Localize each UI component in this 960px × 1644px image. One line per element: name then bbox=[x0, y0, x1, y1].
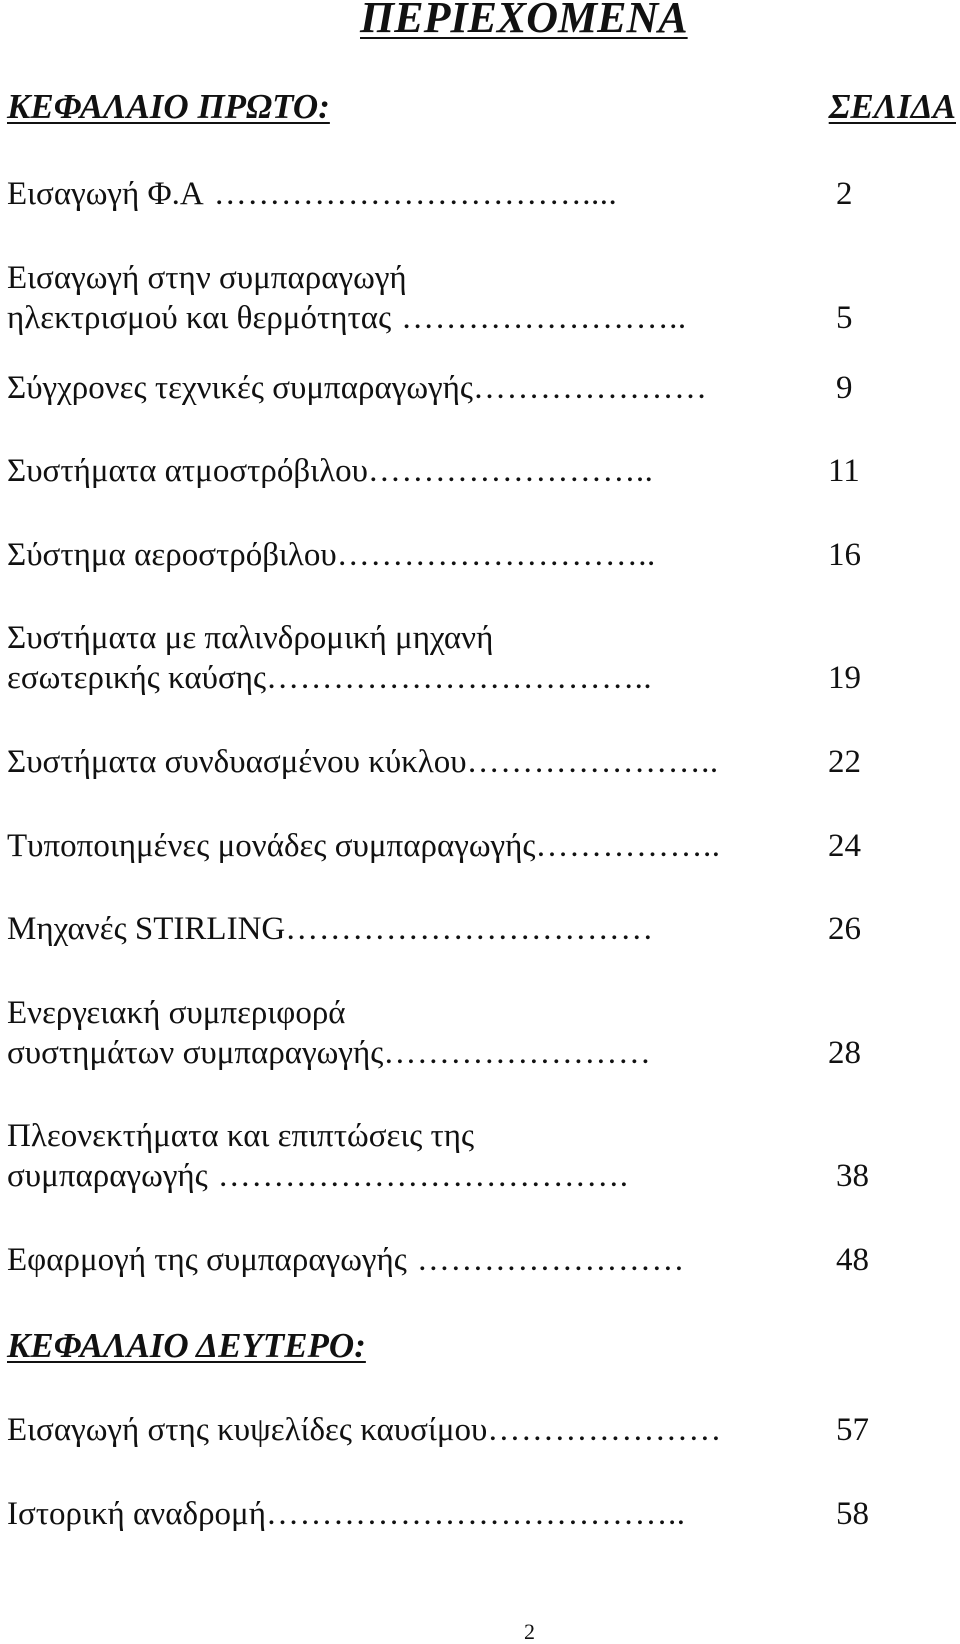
toc-entry-title: Εισαγωγή Φ.Α bbox=[7, 176, 204, 212]
toc-entry-12-page: 48 bbox=[836, 1242, 869, 1278]
chapter-heading-first: ΚΕΦΑΛΑΙΟ ΠΡΩΤΟ: bbox=[7, 87, 330, 126]
dot-leader: …………………….. bbox=[367, 453, 654, 489]
toc-entry-title-cont: συμπαραγωγής bbox=[7, 1158, 208, 1194]
toc-entry-title: Συστήματα συνδυασμένου κύκλου bbox=[7, 744, 467, 780]
toc-entry-3[interactable] bbox=[7, 368, 707, 408]
dot-leader: ………………….. bbox=[466, 744, 719, 780]
toc-entry-title: Εισαγωγή στης κυψελίδες καυσίμου bbox=[7, 1412, 488, 1448]
toc-entry-title: Συστήματα με παλινδρομική μηχανή bbox=[7, 620, 494, 656]
toc-entry-2[interactable] bbox=[7, 258, 687, 338]
toc-entry-title: Συστήματα ατμοστρόβιλου bbox=[7, 453, 368, 489]
toc-entry-title-cont: συστημάτων συμπαραγωγής bbox=[7, 1035, 384, 1071]
toc-entry-title-cont: ηλεκτρισμού και θερμότητας bbox=[7, 300, 392, 336]
toc-entry-10[interactable] bbox=[7, 993, 651, 1073]
toc-entry-8-page: 24 bbox=[828, 828, 861, 864]
toc-entry-title-cont: εσωτερικής καύσης bbox=[7, 660, 267, 696]
toc-entry-6-page: 19 bbox=[828, 660, 861, 696]
toc-entry-8[interactable] bbox=[7, 826, 720, 866]
toc-entry-7-page: 22 bbox=[828, 744, 861, 780]
toc-entry-title: Σύγχρονες τεχνικές συμπαραγωγής bbox=[7, 370, 473, 406]
page-title: ΠΕΡΙΕΧΟΜΕΝΑ bbox=[360, 0, 688, 42]
dot-leader: ………………… bbox=[487, 1412, 722, 1448]
toc-entry-title: Σύστημα αεροστρόβιλου bbox=[7, 537, 337, 573]
dot-leader: …………….. bbox=[535, 828, 721, 864]
toc-entry-10-page: 28 bbox=[828, 1035, 861, 1071]
toc-entry-title: Εισαγωγή στην συμπαραγωγή bbox=[7, 260, 407, 296]
toc-entry-13[interactable] bbox=[7, 1410, 722, 1450]
dot-leader: …………………………….. bbox=[266, 660, 653, 696]
footer-page-number: 2 bbox=[524, 1619, 535, 1644]
toc-entry-14-page: 58 bbox=[836, 1496, 869, 1532]
toc-entry-12[interactable] bbox=[7, 1240, 685, 1280]
toc-entry-title: Πλεονεκτήματα και επιπτώσεις της bbox=[7, 1118, 475, 1154]
toc-entry-4-page: 11 bbox=[828, 453, 860, 489]
toc-entry-11-page: 38 bbox=[836, 1158, 869, 1194]
toc-entry-title: Εφαρμογή της συμπαραγωγής bbox=[7, 1242, 407, 1278]
dot-leader: …………………………….... bbox=[213, 176, 618, 212]
chapter-heading-second: ΚΕΦΑΛΑΙΟ ΔΕΥΤΕΡΟ: bbox=[7, 1326, 366, 1365]
toc-entry-14[interactable] bbox=[7, 1494, 686, 1534]
toc-entry-7[interactable] bbox=[7, 742, 719, 782]
dot-leader: ………………………………. bbox=[217, 1158, 629, 1194]
dot-leader: …………………………… bbox=[285, 911, 654, 947]
toc-entry-9[interactable] bbox=[7, 909, 654, 949]
page-column-header: ΣΕΛΙΔΑ bbox=[828, 87, 956, 126]
toc-entry-5-page: 16 bbox=[828, 537, 861, 573]
toc-entry-title: Μηχανές STIRLING bbox=[7, 911, 286, 947]
toc-entry-13-page: 57 bbox=[836, 1412, 869, 1448]
toc-entry-title: Ιστορική αναδρομή bbox=[7, 1496, 266, 1532]
toc-entry-4[interactable] bbox=[7, 451, 653, 491]
toc-entry-5[interactable] bbox=[7, 535, 656, 575]
toc-entry-9-page: 26 bbox=[828, 911, 861, 947]
toc-entry-2-page: 5 bbox=[836, 300, 853, 336]
toc-entry-11[interactable] bbox=[7, 1116, 629, 1196]
toc-entry-1[interactable] bbox=[7, 174, 617, 214]
toc-entry-6[interactable] bbox=[7, 618, 652, 698]
dot-leader: ………………… bbox=[472, 370, 708, 406]
toc-entry-1-page: 2 bbox=[836, 176, 853, 212]
dot-leader: ……………………….. bbox=[336, 537, 656, 573]
dot-leader: …………………….. bbox=[401, 300, 687, 336]
toc-entry-title: Τυποποιημένες μονάδες συμπαραγωγής bbox=[7, 828, 536, 864]
toc-entry-3-page: 9 bbox=[836, 370, 853, 406]
dot-leader: ……………………………….. bbox=[266, 1496, 686, 1532]
dot-leader: …………………… bbox=[383, 1035, 652, 1071]
toc-entry-title: Ενεργειακή συμπεριφορά bbox=[7, 995, 346, 1031]
dot-leader: …………………… bbox=[416, 1242, 685, 1278]
